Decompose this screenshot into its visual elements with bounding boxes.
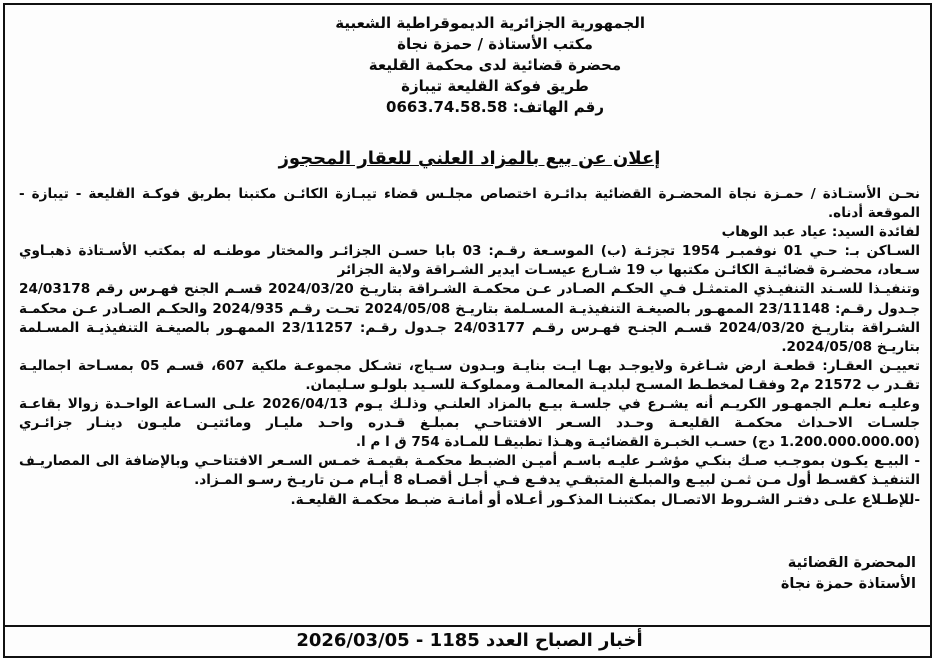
auction-paragraph: وعليـه نعلـم الجمهـور الكريـم أنه يشـرع في جلسـة بيـع بالمزاد العلنـي وذلـك يـوم 2026/04/13 علـى السـاعة الواحـدة زوالا بقاعـة جلسـات الاحـداث محكمـة القليعـة وحـدد السـعر الافتتاحـي بمبلـغ قـدره واحـد مليـار ومائتيـن مليـون دينـار جزائـري (1.200.000.000.00 دج) حسـب الخبـرة القضائيـة وهـذا تطبيقـا للمـادة 754 ق ا م ا. (19, 396, 920, 451)
residence-paragraph: السـاكن بـ: حـي 01 نوفمبـر 1954 تجزئـة (ب) الموسـعة رقـم: 03 بابا حسـن الجزائـر والمختار موطنـه له بمكتب الأسـتاذة ذهبـاوي سـعاد، محضـرة قضائيـة الكائـن مكتبها ب 19 شـارع عيسـات ايدير الشـراقة ولاية الجزائر (19, 243, 920, 279)
signature-block (781, 553, 916, 595)
beneficiary-line: لفائدة السيد: عياد عبد الوهاب (721, 224, 920, 241)
phone-number: 0663.74.58.58 (386, 98, 508, 116)
office-role: محضرة قضائية لدى محكمة القليعة (368, 56, 622, 74)
notice-title (5, 148, 934, 169)
phone-label: رقم الهاتف: (512, 98, 604, 116)
execution-paragraph: وتنفيـذا للسـند التنفيـذي المتمثـل فـي الحكـم الصـادر عـن محكمـة الشـراقة بتاريـخ 2024/03/20 قسـم الجنح فهـرس رقم 24/03178 جـدول رقـم: 23/11148 الممهـور بالصيغـة التنفيذيـة المسـلمة بتاريـخ 2024/05/08 تحـت رقـم 2024/935 والحكـم الصـادر عـن محكمـة الشـراقة بتاريـخ 2024/03/20 قسـم الجنـح فهـرس رقـم 24/03177 جـدول رقـم: 23/11257 الممهـور بالصيغـة التنفيذيـة المسـلمة بتاريـخ 2024/05/08. (19, 281, 920, 355)
intro-paragraph: نحـن الأستـاذة / حمـزة نجاة المحضـرة القضائية بدائـرة اختصاص مجلـس قضاء تيبـازة الكائـن مكتبنا بطريق فوكـة القليعة - تيبازة - الموقعة أدناه. (19, 186, 920, 222)
notice-body (19, 185, 920, 510)
property-paragraph: تعييـن العقـار: قطعـة ارض شـاغرة ولايوجـد بهـا ايـت بنايـة وبـدون سـياج، تشـكل مجموعـة ملكية 607، قسـم 05 بمسـاحة اجماليـة تقـدر ب 21572 م2 وفقـا لمخطـط المسـح لبلديـة المعالمـة ومملوكـة للسـيد بلولـو سـليمان. (19, 357, 921, 393)
footer-divider (5, 625, 930, 627)
signature-role: المحضرة القضائية (787, 555, 916, 571)
office-name: مكتب الأستاذة / حمزة نجاة (397, 35, 593, 53)
notice-title-text: إعلان عن بيع بالمزاد العلني للعقار المحجوز (278, 148, 661, 169)
signature-name: الأستاذة حمزة نجاة (780, 576, 916, 592)
republic-name: الجمهورية الجزائرية الديموقراطية الشعبية (335, 14, 645, 32)
payment-paragraph: - البيـع يكـون بموجـب صـك بنكـي مؤشـر عليـه باسـم أميـن الضبـط محكمـة بقيمـة خمـس السـعر الافتتاحـي وبالإضافة الى المصاريـف التنفيـذ كقسـط أول مـن ثمـن لبيـع والمبلـغ المتبقـي يدفـع فـي أجـل أقصـاه 8 أيـام مـن تاريـخ رسـو المـزاد. (19, 453, 920, 489)
office-phone (345, 97, 645, 118)
notice-frame (3, 3, 932, 658)
office-address: طريق فوكة القليعة تيبازة (401, 77, 589, 95)
contact-paragraph: -للإطـلاع علـى دفتـر الشـروط الاتصـال بمكتبنـا المذكـور أعـلاه أو أمانـة ضبـط محكمـة القليعـة. (290, 491, 920, 508)
issuer-header (335, 13, 645, 118)
publication-footer: أخبار الصباح العدد 1185 - 2026/03/05 (296, 630, 643, 651)
